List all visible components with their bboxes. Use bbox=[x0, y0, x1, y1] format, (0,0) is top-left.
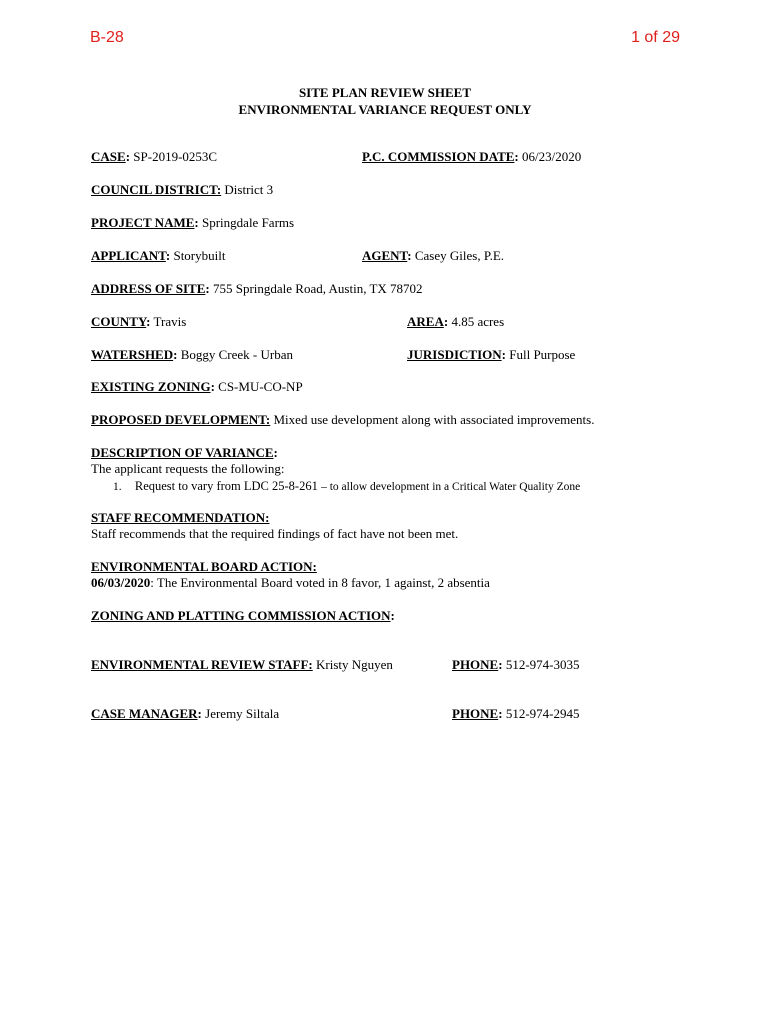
jurisdiction-label: JURISDICTION bbox=[407, 347, 502, 362]
page-stamp-right: 1 of 29 bbox=[631, 29, 680, 46]
existing-zoning-label: EXISTING ZONING bbox=[91, 379, 211, 394]
watershed-field: WATERSHED: Boggy Creek - Urban bbox=[91, 347, 293, 362]
proposed-development-label: PROPOSED DEVELOPMENT: bbox=[91, 412, 271, 427]
staff-recommendation-text: Staff recommends that the required findings of fact have not been met. bbox=[91, 526, 459, 541]
env-staff-phone-field: PHONE: 512-974-3035 bbox=[452, 657, 580, 672]
case-manager-phone-label: PHONE bbox=[452, 706, 499, 721]
council-district-field bbox=[91, 182, 273, 198]
case-field: CASE: SP-2019-0253C bbox=[91, 149, 218, 164]
project-name-value: Springdale Farms bbox=[202, 215, 295, 230]
variance-item-rest: – to allow development in a Critical Water Quality Zone bbox=[321, 481, 581, 493]
watershed-value: Boggy Creek - Urban bbox=[180, 347, 293, 362]
document-title: SITE PLAN REVIEW SHEET bbox=[298, 85, 472, 100]
area-field: AREA: 4.85 acres bbox=[407, 314, 505, 329]
address-field: ADDRESS OF SITE: 755 Springdale Road, Austin, TX 78702 bbox=[91, 281, 423, 296]
case-manager-label: CASE MANAGER bbox=[91, 706, 198, 721]
zoning-commission-heading: ZONING AND PLATTING COMMISSION ACTION: bbox=[91, 608, 395, 623]
area-label: AREA bbox=[407, 314, 444, 329]
council-district-value: District 3 bbox=[224, 182, 274, 197]
case-value: SP-2019-0253C bbox=[133, 149, 218, 164]
jurisdiction-value: Full Purpose bbox=[509, 347, 576, 362]
watershed-label: WATERSHED bbox=[91, 347, 174, 362]
document-subtitle: ENVIRONMENTAL VARIANCE REQUEST ONLY bbox=[238, 102, 532, 117]
env-staff-value: Kristy Nguyen bbox=[316, 657, 393, 672]
variance-label: DESCRIPTION OF VARIANCE bbox=[91, 445, 274, 460]
staff-recommendation-label: STAFF RECOMMENDATION: bbox=[91, 510, 270, 525]
case-manager-phone-field: PHONE: 512-974-2945 bbox=[452, 706, 580, 721]
staff-recommendation-heading bbox=[91, 510, 270, 526]
county-label: COUNTY bbox=[91, 314, 147, 329]
env-board-text: 06/03/2020: The Environmental Board voted in 8 favor, 1 against, 2 absentia bbox=[91, 575, 490, 590]
variance-item-number: 1. bbox=[113, 481, 122, 493]
agent-value: Casey Giles, P.E. bbox=[414, 248, 505, 263]
address-value: 755 Springdale Road, Austin, TX 78702 bbox=[212, 281, 423, 296]
jurisdiction-field: JURISDICTION: Full Purpose bbox=[407, 347, 576, 362]
case-label: CASE bbox=[91, 149, 126, 164]
env-staff-phone-label: PHONE bbox=[452, 657, 499, 672]
case-manager-phone-value: 512-974-2945 bbox=[505, 706, 580, 721]
env-board-label: ENVIRONMENTAL BOARD ACTION: bbox=[91, 559, 317, 574]
project-name-label: PROJECT NAME bbox=[91, 215, 195, 230]
address-label: ADDRESS OF SITE bbox=[91, 281, 206, 296]
applicant-value: Storybuilt bbox=[173, 248, 226, 263]
case-manager-value: Jeremy Siltala bbox=[205, 706, 280, 721]
pc-date-label: P.C. COMMISSION DATE bbox=[362, 149, 515, 164]
applicant-label: APPLICANT bbox=[91, 248, 166, 263]
proposed-development-field bbox=[91, 412, 594, 428]
county-field: COUNTY: Travis bbox=[91, 314, 187, 329]
agent-label: AGENT bbox=[362, 248, 408, 263]
case-manager-field: CASE MANAGER: Jeremy Siltala bbox=[91, 706, 280, 721]
variance-intro: The applicant requests the following: bbox=[91, 461, 285, 476]
env-staff-phone-value: 512-974-3035 bbox=[505, 657, 580, 672]
existing-zoning-field: EXISTING ZONING: CS-MU-CO-NP bbox=[91, 379, 303, 394]
applicant-field: APPLICANT: Storybuilt bbox=[91, 248, 226, 263]
env-board-date: 06/03/2020 bbox=[91, 575, 151, 590]
env-staff-label: ENVIRONMENTAL REVIEW STAFF: bbox=[91, 657, 313, 672]
council-district-label: COUNCIL DISTRICT: bbox=[91, 182, 222, 197]
pc-date-value: 06/23/2020 bbox=[522, 149, 582, 164]
variance-heading: DESCRIPTION OF VARIANCE: bbox=[91, 445, 278, 460]
env-board-heading bbox=[91, 559, 317, 575]
area-value: 4.85 acres bbox=[451, 314, 505, 329]
project-name-field: PROJECT NAME: Springdale Farms bbox=[91, 215, 295, 230]
variance-item-lead: Request to vary from LDC 25-8-261 bbox=[134, 479, 318, 493]
page-stamp-left: B-28 bbox=[90, 29, 124, 46]
env-board-vote: The Environmental Board voted in 8 favor, 1 against, 2 absentia bbox=[156, 575, 490, 590]
agent-field: AGENT: Casey Giles, P.E. bbox=[362, 248, 505, 263]
existing-zoning-value: CS-MU-CO-NP bbox=[218, 379, 303, 394]
env-staff-field bbox=[91, 657, 393, 673]
proposed-development-value: Mixed use development along with associated improvements. bbox=[273, 412, 595, 427]
zoning-commission-label: ZONING AND PLATTING COMMISSION ACTION bbox=[91, 608, 391, 623]
county-value: Travis bbox=[153, 314, 187, 329]
variance-item bbox=[113, 478, 580, 495]
pc-date-field: P.C. COMMISSION DATE: 06/23/2020 bbox=[362, 149, 582, 164]
